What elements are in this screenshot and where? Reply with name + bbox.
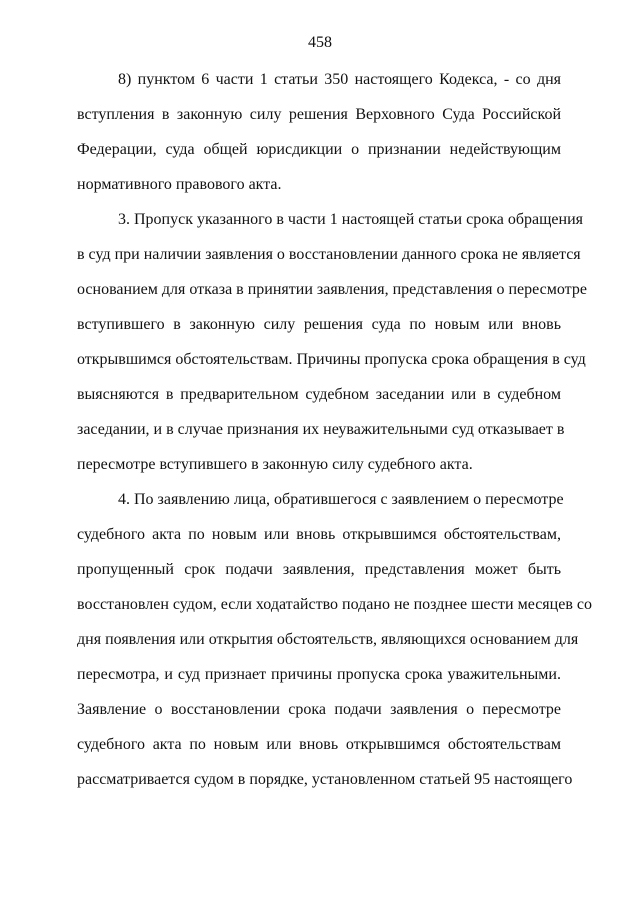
text-line: Федерации, суда общей юрисдикции о признании недействующим: [77, 141, 561, 158]
text-line: 4. По заявлению лица, обратившегося с заявлением о пересмотре: [118, 491, 564, 508]
text-line: основанием для отказа в принятии заявления, представления о пересмотре: [77, 281, 587, 298]
text-line: 8) пунктом 6 части 1 статьи 350 настоящего Кодекса, - со дня: [118, 71, 561, 88]
text-line: судебного акта по новым или вновь открывшимся обстоятельствам,: [77, 526, 561, 543]
text-line: 3. Пропуск указанного в части 1 настоящей статьи срока обращения: [118, 211, 583, 228]
text-line: нормативного правового акта.: [77, 176, 282, 193]
text-line: вступившего в законную силу решения суда по новым или вновь: [77, 316, 561, 333]
text-line: восстановлен судом, если ходатайство подано не позднее шести месяцев со: [77, 596, 592, 613]
page-number: 458: [308, 34, 332, 51]
text-line: заседании, и в случае признания их неуважительными суд отказывает в: [77, 421, 565, 438]
text-line: в суд при наличии заявления о восстановлении данного срока не является: [77, 246, 581, 263]
text-line: рассматривается судом в порядке, установленном статьей 95 настоящего: [77, 771, 573, 788]
text-line: пересмотре вступившего в законную силу судебного акта.: [77, 456, 473, 473]
text-line: Заявление о восстановлении срока подачи заявления о пересмотре: [77, 701, 561, 718]
text-line: пропущенный срок подачи заявления, представления может быть: [77, 561, 561, 578]
text-line: открывшимся обстоятельствам. Причины пропуска срока обращения в суд: [77, 351, 586, 368]
text-line: вступления в законную силу решения Верховного Суда Российской: [77, 106, 561, 123]
text-line: пересмотра, и суд признает причины пропуска срока уважительными.: [77, 666, 561, 683]
text-line: выясняются в предварительном судебном заседании или в судебном: [77, 386, 561, 403]
text-line: дня появления или открытия обстоятельств, являющихся основанием для: [77, 631, 579, 648]
text-line: судебного акта по новым или вновь открывшимся обстоятельствам: [77, 736, 561, 753]
